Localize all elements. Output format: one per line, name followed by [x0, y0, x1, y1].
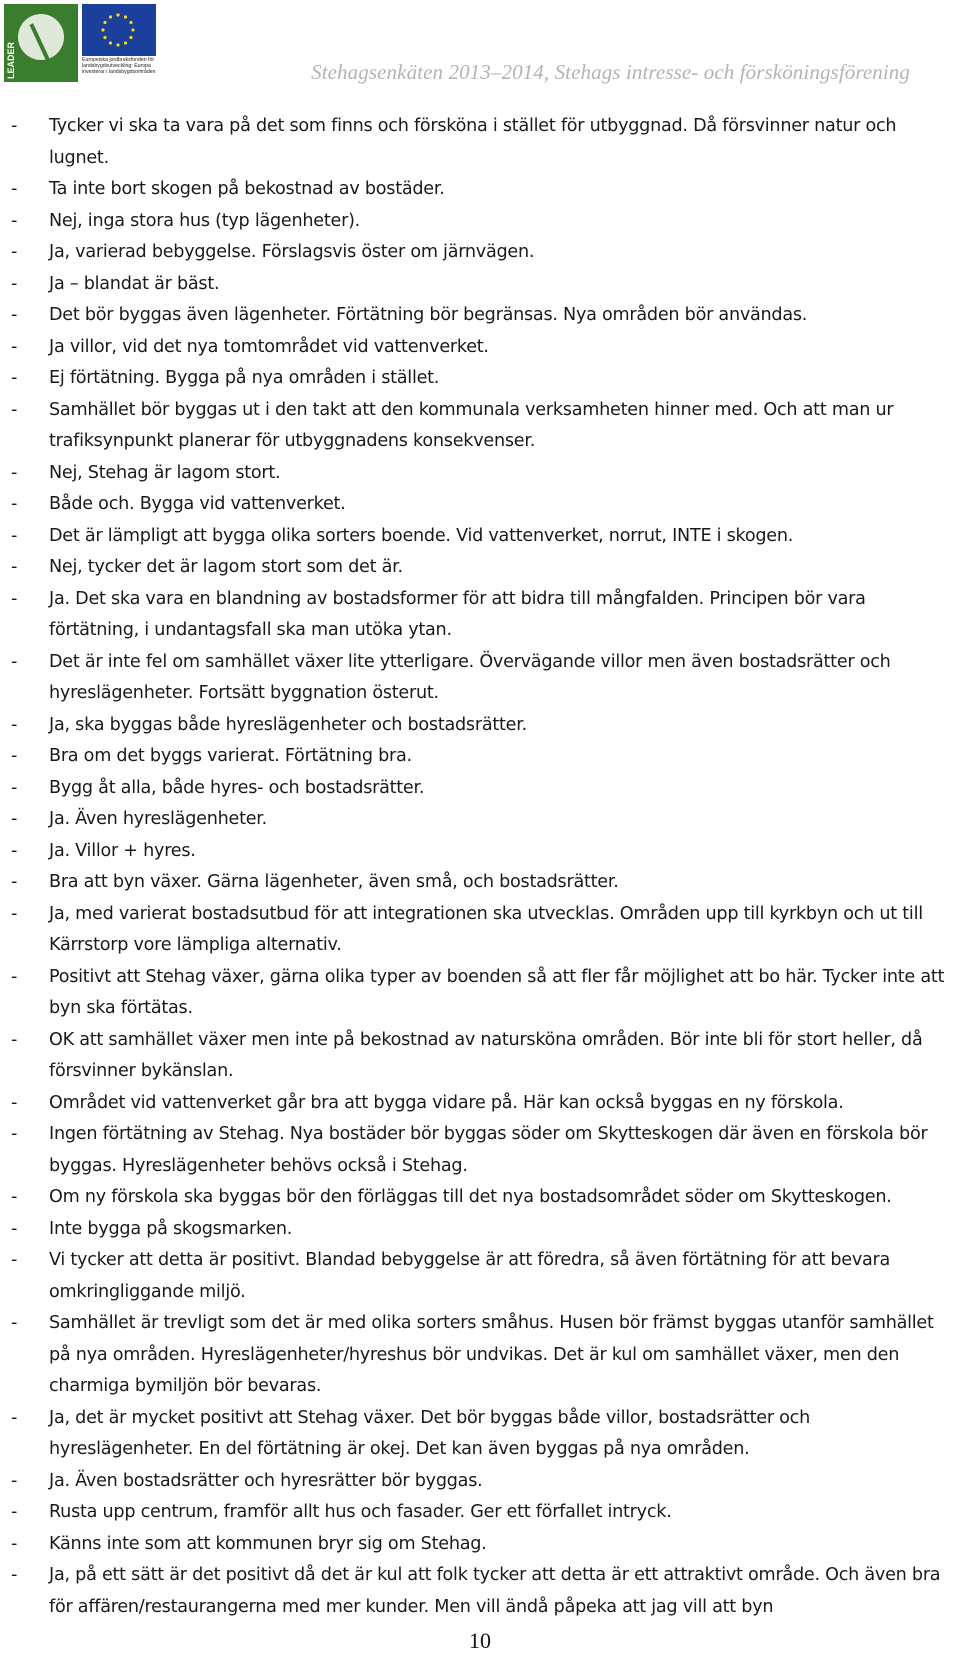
list-item-text: Både och. Bygga vid vattenverket.	[49, 494, 346, 514]
list-item-text: Bra att byn växer. Gärna lägenheter, även små, och bostadsrätter.	[49, 872, 619, 892]
list-bullet: -	[11, 809, 18, 829]
list-item	[0, 1308, 960, 1403]
list-item	[0, 269, 960, 301]
eu-flag-logo	[82, 4, 156, 56]
list-item-text: Bygg åt alla, både hyres- och bostadsrätter.	[49, 777, 425, 798]
list-item-text: Ja. Villor + hyres.	[49, 840, 196, 861]
list-item-text: Ja, med varierat bostadsutbud för att integrationen ska utvecklas. Områden upp till kyrkbyn och ut till Kärrstorp vore lämpliga alternativ.	[49, 903, 923, 955]
list-bullet: -	[11, 746, 18, 766]
list-item	[0, 1403, 960, 1466]
list-bullet: -	[11, 462, 18, 483]
list-item	[0, 773, 960, 805]
list-item-text: Ta inte bort skogen på bekostnad av bostäder.	[49, 179, 445, 199]
list-bullet: -	[11, 210, 18, 231]
list-item-text: Nej, Stehag är lagom stort.	[49, 462, 281, 483]
list-bullet: -	[11, 494, 18, 514]
list-bullet: -	[11, 1218, 18, 1239]
list-item	[0, 363, 960, 395]
list-item	[0, 867, 960, 899]
leader-leaf-icon	[18, 14, 64, 60]
list-item	[0, 1025, 960, 1088]
list-item-text: Området vid vattenverket går bra att bygga vidare på. Här kan också byggas en ny förskola.	[49, 1092, 844, 1113]
list-item	[0, 111, 960, 174]
leader-logo-text: LEADER	[6, 41, 16, 79]
list-item-text: Ja. Även bostadsrätter och hyresrätter bör byggas.	[49, 1470, 483, 1491]
list-bullet: -	[11, 1029, 18, 1050]
list-item-text: Ja, på ett sätt är det positivt då det är kul att folk tycker att detta är ett attraktivt område. Och även bra för affären/restaurangerna med mer kunder. Men vill ändå påpeka att jag vill att byn	[49, 1565, 941, 1617]
list-bullet: -	[11, 1565, 18, 1585]
list-item-text: Tycker vi ska ta vara på det som finns och försköna i stället för utbyggnad. Då försvinner natur och lugnet.	[49, 116, 897, 168]
list-item-text: Känns inte som att kommunen bryr sig om Stehag.	[49, 1533, 487, 1554]
list-bullet: -	[11, 273, 18, 294]
list-item	[0, 741, 960, 773]
page-number: 10	[469, 1628, 491, 1653]
list-item	[0, 1214, 960, 1246]
list-item	[0, 584, 960, 647]
eu-logo-caption: Europeiska jordbruksfonden för landsbygdsutveckling: Europa investerar i landsbygdsområden	[82, 57, 156, 75]
list-bullet: -	[11, 242, 18, 262]
list-bullet: -	[11, 1187, 18, 1207]
list-bullet: -	[11, 966, 18, 987]
list-item-text: Det bör byggas även lägenheter. Förtätning bör begränsas. Nya områden bör användas.	[49, 305, 808, 325]
list-item	[0, 1466, 960, 1498]
list-bullet: -	[11, 1313, 18, 1333]
list-bullet: -	[11, 336, 18, 357]
response-list	[0, 111, 960, 1623]
list-bullet: -	[11, 179, 18, 199]
list-item-text: Nej, tycker det är lagom stort som det är.	[49, 557, 403, 577]
list-item-text: Ingen förtätning av Stehag. Nya bostäder bör byggas söder om Skytteskogen där även en förskola bör byggas. Hyreslägenheter behövs också i Stehag.	[49, 1124, 928, 1176]
list-bullet: -	[11, 903, 18, 924]
list-item-text: Ja, varierad bebyggelse. Förslagsvis öster om järnvägen.	[49, 242, 535, 262]
list-item-text: Inte bygga på skogsmarken.	[49, 1218, 293, 1239]
list-item-text: Nej, inga stora hus (typ lägenheter).	[49, 210, 361, 231]
list-item	[0, 237, 960, 269]
list-item	[0, 899, 960, 962]
list-bullet: -	[11, 1092, 18, 1113]
list-item	[0, 1088, 960, 1120]
list-item	[0, 647, 960, 710]
list-item-text: OK att samhället växer men inte på bekostnad av natursköna områden. Bör inte bli för stort heller, då försvinner bykänslan.	[49, 1029, 923, 1081]
list-bullet: -	[11, 588, 18, 609]
list-bullet: -	[11, 777, 18, 798]
list-bullet: -	[11, 1533, 18, 1554]
eu-stars-icon	[100, 12, 136, 48]
list-item-text: Ja. Även hyreslägenheter.	[49, 809, 268, 829]
list-bullet: -	[11, 1250, 18, 1270]
list-item-text: Ja – blandat är bäst.	[49, 273, 220, 294]
list-item	[0, 1119, 960, 1182]
list-bullet: -	[11, 525, 18, 546]
list-item	[0, 552, 960, 584]
list-item-text: Ja. Det ska vara en blandning av bostadsformer för att bidra till mångfalden. Principen bör vara förtätning, i undantagsfall ska man utöka ytan.	[49, 588, 866, 640]
list-item	[0, 1497, 960, 1529]
list-item-text: Om ny förskola ska byggas bör den förläggas till det nya bostadsområdet söder om Skytteskogen.	[49, 1187, 892, 1207]
list-bullet: -	[11, 399, 18, 420]
list-item-text: Det är inte fel om samhället växer lite ytterligare. Övervägande villor men även bostadsrätter och hyreslägenheter. Fortsätt byggnation österut.	[49, 651, 891, 703]
header-logos	[4, 4, 156, 82]
list-bullet: -	[11, 557, 18, 577]
list-item	[0, 962, 960, 1025]
list-item	[0, 300, 960, 332]
list-bullet: -	[11, 116, 18, 136]
list-bullet: -	[11, 840, 18, 861]
list-bullet: -	[11, 368, 18, 388]
list-item-text: Vi tycker att detta är positivt. Blandad bebyggelse är att föredra, så även förtätning för att bevara omkringliggande miljö.	[49, 1250, 891, 1302]
header-title: Stehagsenkäten 2013–2014, Stehags intresse- och försköningsförening	[311, 60, 910, 84]
list-item	[0, 836, 960, 868]
list-item	[0, 458, 960, 490]
list-bullet: -	[11, 1470, 18, 1491]
list-bullet: -	[11, 1407, 18, 1428]
list-bullet: -	[11, 305, 18, 325]
list-item-text: Samhället bör byggas ut i den takt att den kommunala verksamheten hinner med. Och att man ur trafiksynpunkt planerar för utbyggnadens konsekvenser.	[49, 399, 894, 451]
list-bullet: -	[11, 714, 18, 735]
list-item	[0, 395, 960, 458]
list-item-text: Det är lämpligt att bygga olika sorters boende. Vid vattenverket, norrut, INTE i skogen.	[49, 525, 794, 546]
list-item	[0, 174, 960, 206]
list-item	[0, 1560, 960, 1623]
list-item	[0, 1245, 960, 1308]
leader-logo	[4, 4, 78, 82]
list-item-text: Ja villor, vid det nya tomtområdet vid vattenverket.	[49, 336, 489, 357]
list-item-text: Bra om det byggs varierat. Förtätning bra.	[49, 746, 412, 766]
list-bullet: -	[11, 651, 18, 672]
list-item-text: Ja, ska byggas både hyreslägenheter och bostadsrätter.	[49, 714, 527, 735]
list-bullet: -	[11, 1502, 18, 1522]
list-item-text: Samhället är trevligt som det är med olika sorters småhus. Husen bör främst byggas utanför samhället på nya områden. Hyreslägenheter/hyreshus bör undvikas. Det är kul om samhället växer, men den charmiga bymiljön bör bevaras.	[49, 1313, 934, 1396]
list-item	[0, 804, 960, 836]
list-item	[0, 1182, 960, 1214]
list-item-text: Ja, det är mycket positivt att Stehag växer. Det bör byggas både villor, bostadsrätter och hyreslägenheter. En del förtätning är okej. Det kan även byggas på nya områden.	[49, 1407, 810, 1459]
list-item-text: Positivt att Stehag växer, gärna olika typer av boenden så att fler får möjlighet att bo här. Tycker inte att byn ska förtätas.	[49, 966, 945, 1018]
list-item-text: Rusta upp centrum, framför allt hus och fasader. Ger ett förfallet intryck.	[49, 1502, 672, 1522]
list-item-text: Ej förtätning. Bygga på nya områden i stället.	[49, 368, 440, 388]
list-item	[0, 1529, 960, 1561]
list-item	[0, 521, 960, 553]
list-item	[0, 206, 960, 238]
list-bullet: -	[11, 1124, 18, 1144]
list-item	[0, 489, 960, 521]
list-item	[0, 710, 960, 742]
list-bullet: -	[11, 872, 18, 892]
list-item	[0, 332, 960, 364]
